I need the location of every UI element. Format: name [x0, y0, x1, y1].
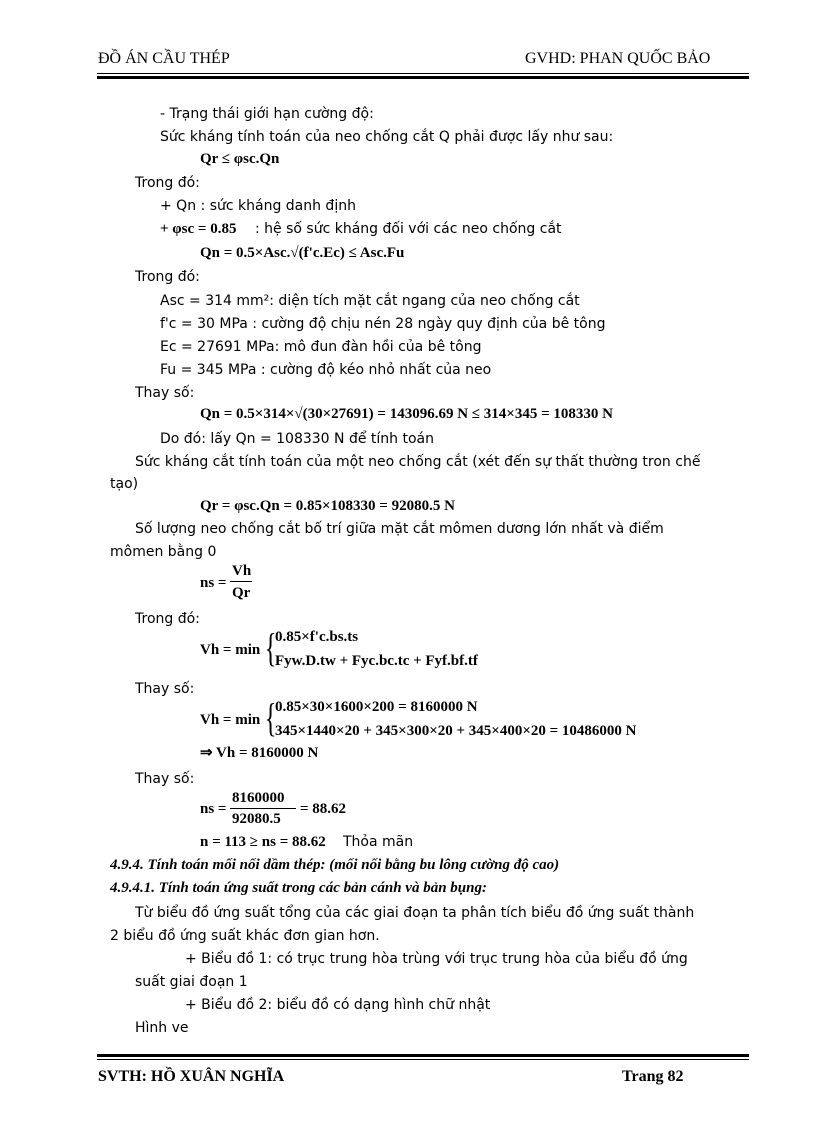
text-line: 2 biểu đồ ứng suất khác đơn gian hơn.	[110, 928, 380, 944]
equation: 0.85×f'c.bs.ts	[275, 629, 359, 645]
text-line: Fu = 345 MPa : cường độ kéo nhỏ nhất của neo	[160, 362, 492, 378]
fraction-numerator: 8160000	[232, 790, 285, 806]
footer-rule-thick	[97, 1054, 749, 1057]
text-line: Thay số:	[135, 385, 195, 401]
text-line: Từ biểu đồ ứng suất tổng của các giai đoạn ta phân tích biểu đồ ứng suất thành	[135, 905, 695, 921]
equation: + φsc = 0.85	[160, 221, 237, 237]
equation: Qr = φsc.Qn = 0.85×108330 = 92080.5 N	[200, 498, 455, 514]
equation: Qr ≤ φsc.Qn	[200, 151, 280, 167]
text-line: Trong đó:	[135, 269, 200, 285]
fraction-denominator: Qr	[232, 585, 251, 601]
equation: Qn = 0.5×314×√(30×27691) = 143096.69 N ≤ 314×345 = 108330 N	[200, 406, 613, 422]
text-line: Asc = 314 mm²: diện tích mặt cắt ngang của neo chống cắt	[160, 293, 580, 309]
text-line: tạo)	[110, 476, 139, 492]
text-line: Số lượng neo chống cắt bố trí giữa mặt cắt mômen dương lớn nhất và điểm	[135, 521, 664, 537]
text-line: Sức kháng tính toán của neo chống cắt Q phải được lấy như sau:	[160, 129, 614, 145]
fraction-bar	[230, 808, 296, 809]
text-line: + Biểu đồ 1: có trục trung hòa trùng với trục trung hòa của biểu đồ ứng	[185, 951, 688, 967]
equation: = 88.62	[300, 801, 347, 817]
text-line: : hệ số sức kháng đối với các neo chống cắt	[255, 221, 562, 237]
equation: ⇒ Vh = 8160000 N	[200, 745, 319, 761]
section-heading: 4.9.4.1. Tính toán ứng suất trong các bản cánh và bản bụng:	[110, 880, 487, 896]
text-line: + Qn : sức kháng danh định	[160, 198, 356, 214]
text-line: mômen bằng 0	[110, 544, 217, 560]
text-line: suất giai đoạn 1	[135, 974, 248, 990]
text-line: f'c = 30 MPa : cường độ chịu nén 28 ngày quy định của bê tông	[160, 316, 606, 332]
footer-page-number: Trang 82	[622, 1068, 684, 1085]
text-line: Sức kháng cắt tính toán của một neo chống cắt (xét đến sự thất thường tron chế	[135, 454, 701, 470]
text-line: Trong đó:	[135, 175, 200, 191]
equation: Qn = 0.5×Asc.√(f'c.Ec) ≤ Asc.Fu	[200, 245, 405, 261]
equation: Fyw.D.tw + Fyc.bc.tc + Fyf.bf.tf	[275, 653, 478, 669]
text-line: Ec = 27691 MPa: mô đun đàn hồi của bê tông	[160, 339, 482, 355]
text-line: Thay số:	[135, 771, 195, 787]
text-line: Hình ve	[135, 1020, 189, 1036]
footer-rule-thin	[97, 1059, 749, 1060]
text-line: + Biểu đồ 2: biểu đồ có dạng hình chữ nhật	[185, 997, 491, 1013]
header-rule-thick	[97, 76, 749, 79]
text-line: Do đó: lấy Qn = 108330 N để tính toán	[160, 431, 434, 447]
brace-icon: {	[264, 695, 277, 740]
text-line: Thay số:	[135, 681, 195, 697]
equation-lhs: ns =	[200, 575, 227, 591]
text-line: Thỏa mãn	[343, 834, 414, 850]
equation-lhs: Vh = min	[200, 712, 261, 728]
equation-lhs: Vh = min	[200, 642, 261, 658]
header-rule-thin	[97, 73, 749, 74]
brace-icon: {	[264, 625, 277, 670]
equation: n = 113 ≥ ns = 88.62	[200, 834, 326, 850]
equation: 345×1440×20 + 345×300×20 + 345×400×20 = 10486000 N	[275, 723, 637, 739]
equation-lhs: ns =	[200, 801, 227, 817]
header-left: ĐỒ ÁN CẦU THÉP	[98, 50, 230, 67]
equation: 0.85×30×1600×200 = 8160000 N	[275, 699, 478, 715]
fraction-numerator: Vh	[232, 563, 252, 579]
section-heading: 4.9.4. Tính toán mối nối dầm thép: (mối nối bằng bu lông cường độ cao)	[110, 857, 560, 873]
fraction-bar	[230, 581, 252, 582]
text-line: - Trạng thái giới hạn cường độ:	[160, 106, 374, 122]
text-line: Trong đó:	[135, 611, 200, 627]
footer-left: SVTH: HỒ XUÂN NGHĨA	[98, 1068, 285, 1085]
fraction-denominator: 92080.5	[232, 811, 281, 827]
header-right: GVHD: PHAN QUỐC BẢO	[525, 50, 711, 67]
